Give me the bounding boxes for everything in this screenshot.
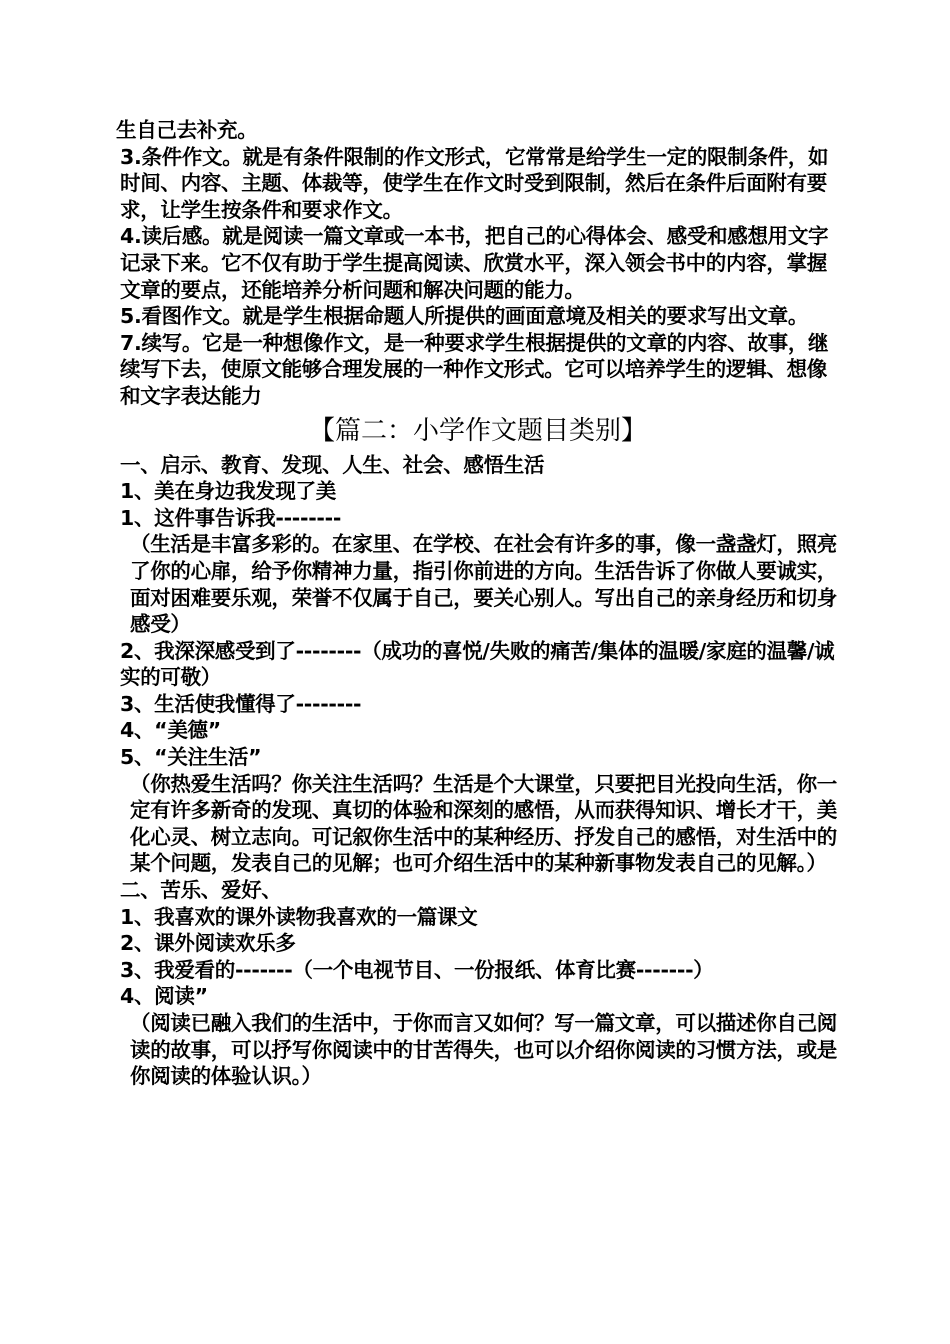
paragraph-continuation: 生自己去补充。 [116,118,258,142]
list-item: 1、这件事告诉我-------- [120,505,342,530]
list-item: 2、课外阅读欢乐多 [120,931,296,956]
note-paragraph: （你热爱生活吗？你关注生活吗？生活是个大课堂，只要把目光投向生活，你一定有许多新奇的发现、真切的体验和深刻的感悟，从而获得知识、增长才干，美化心灵、树立志向。可记叙你生活中的某种经历、抒发自己的感悟，对生活中的某个问题，发表自己的见解；也可介绍生活中的某种新事物发表自己的见解。） [130,771,837,876]
category-heading-1: 一、启示、教育、发现、人生、社会、感悟生活 [120,452,545,477]
list-item: 2、我深深感受到了--------（成功的喜悦/失败的痛苦/集体的温暖/家庭的温馨/诚实的可敬） [120,638,835,690]
section-title: 【篇二：小学作文题目类别】 [308,415,647,446]
paragraph-continuation-writing: 7.续写。它是一种想像作文，是一种要求学生根据提供的文章的内容、故事，继续写下去，使原文能够合理发展的一种作文形式。它可以培养学生的逻辑、想像和文字表达能力 [120,330,829,408]
list-item: 4、“美德” [120,718,221,743]
list-item: 1、美在身边我发现了美 [120,479,336,504]
list-item: 3、生活使我懂得了-------- [120,691,362,716]
category-heading-2: 二、苦乐、爱好、 [120,878,282,903]
paragraph-picture-essay: 5.看图作文。就是学生根据命题人所提供的画面意境及相关的要求写出文章。 [120,304,809,329]
list-item: 1、我喜欢的课外读物我喜欢的一篇课文 [120,904,478,929]
document-body [116,117,840,1090]
list-item: 4、阅读” [120,984,208,1009]
list-item: 3、我爱看的-------（一个电视节目、一份报纸、体育比赛-------） [120,957,714,982]
note-paragraph: （生活是丰富多彩的。在家里、在学校、在社会有许多的事，像一盏盏灯，照亮了你的心扉，给予你精神力量，指引你前进的方向。生活告诉了你做人要诚实，面对困难要乐观，荣誉不仅属于自己，要关心别人。写出自己的亲身经历和切身感受） [130,532,837,637]
paragraph-reading-response: 4.读后感。就是阅读一篇文章或一本书，把自己的心得体会、感受和感想用文字记录下来。它不仅有助于学生提高阅读、欣赏水平，深入领会书中的内容，掌握文章的要点，还能培养分析问题和解决问题的能力。 [120,224,829,302]
list-item: 5、“关注生活” [120,745,262,770]
note-paragraph: （阅读已融入我们的生活中，于你而言又如何？写一篇文章，可以描述你自己阅读的故事，可以抒写你阅读中的甘苦得失，也可以介绍你阅读的习惯方法，或是你阅读的体验认识。） [130,1011,837,1089]
paragraph-conditional-essay: 3.条件作文。就是有条件限制的作文形式，它常常是给学生一定的限制条件，如时间、内容、主题、体裁等，使学生在作文时受到限制，然后在条件后面附有要求，让学生按条件和要求作文。 [120,144,829,222]
